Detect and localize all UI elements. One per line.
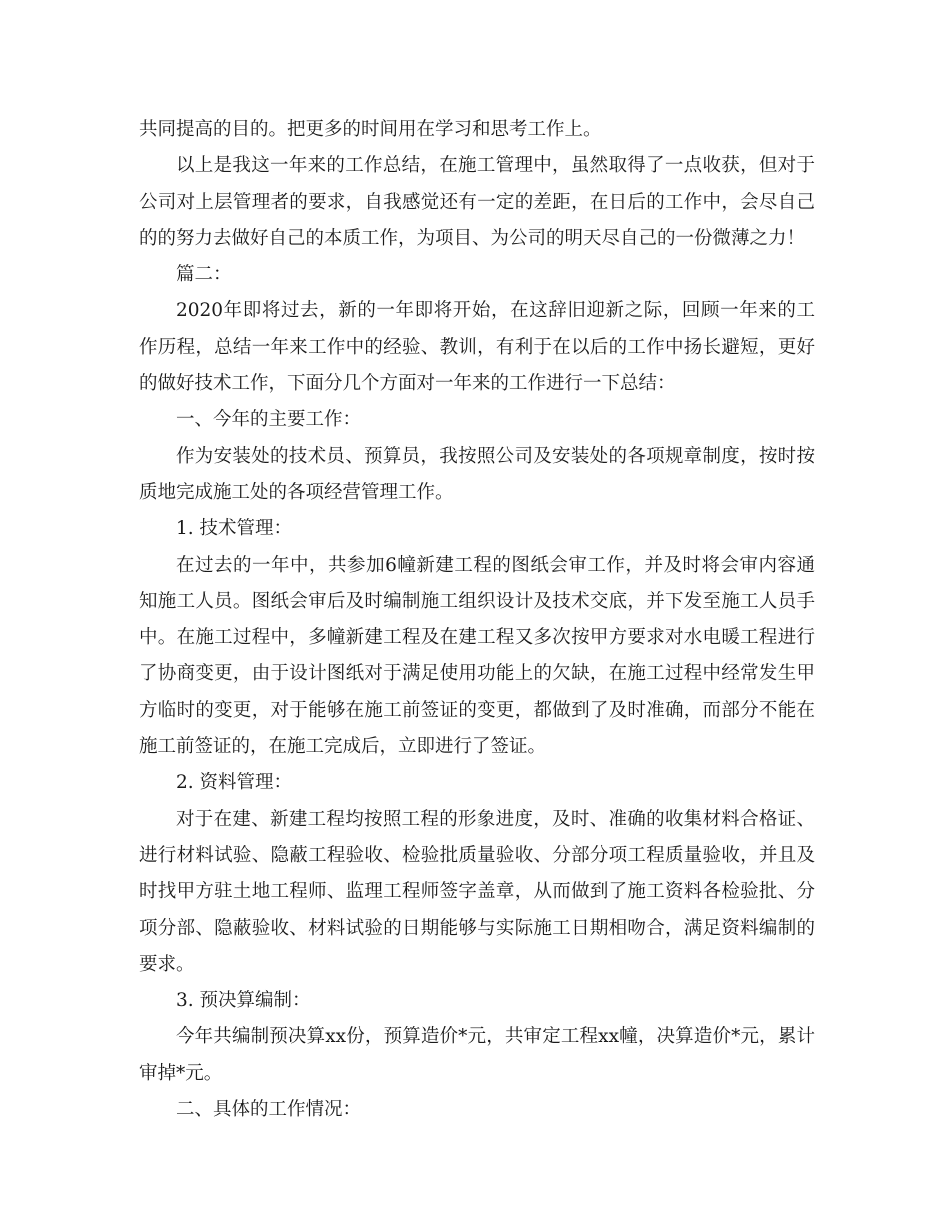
document-body <box>139 112 815 1128</box>
paragraph: 今年共编制预决算xx份，预算造价*元，共审定工程xx幢，决算造价*元，累计审掉*元。 <box>139 1026 815 1084</box>
paragraph: 2020年即将过去，新的一年即将开始，在这辞旧迎新之际，回顾一年来的工作历程，总结一年来工作中的经验、教训，有利于在以后的工作中扬长避短，更好的做好技术工作，下面分几个方面对一年来的工作进行一下总结： <box>139 300 815 395</box>
subsection-heading: 3. 预决算编制： <box>176 990 311 1012</box>
section-heading: 一、今年的主要工作： <box>176 409 362 431</box>
section-heading: 篇二： <box>176 264 232 286</box>
paragraph: 以上是我这一年来的工作总结，在施工管理中，虽然取得了一点收获，但对于公司对上层管理者的要求，自我感觉还有一定的差距，在日后的工作中，会尽自己的的努力去做好自己的本质工作，为项目、为公司的明天尽自己的一份微薄之力！ <box>139 155 815 249</box>
paragraph: 作为安装处的技术员、预算员，我按照公司及安装处的各项规章制度，按时按质地完成施工处的各项经营管理工作。 <box>139 445 815 503</box>
paragraph: 共同提高的目的。把更多的时间用在学习和思考工作上。 <box>139 119 602 140</box>
subsection-heading: 1. 技术管理： <box>176 518 293 540</box>
paragraph: 对于在建、新建工程均按照工程的形象进度，及时、准确的收集材料合格证、进行材料试验、隐蔽工程验收、检验批质量验收、分部分项工程质量验收，并且及时找甲方驻土地工程师、监理工程师签字盖章，从而做到了施工资料各检验批、分项分部、隐蔽验收、材料试验的日期能够与实际施工日期相吻合，满足资料编制的要求。 <box>139 808 815 975</box>
paragraph: 在过去的一年中，共参加6幢新建工程的图纸会审工作，并及时将会审内容通知施工人员。图纸会审后及时编制施工组织设计及技术交底，并下发至施工人员手中。在施工过程中，多幢新建工程及在建工程又多次按甲方要求对水电暖工程进行了协商变更，由于设计图纸对于满足使用功能上的欠缺，在施工过程中经常发生甲方临时的变更，对于能够在施工前签证的变更，都做到了及时准确，而部分不能在施工前签证的，在施工完成后，立即进行了签证。 <box>139 554 815 758</box>
subsection-heading: 2. 资料管理： <box>176 772 293 794</box>
section-heading: 二、具体的工作情况： <box>176 1099 362 1121</box>
